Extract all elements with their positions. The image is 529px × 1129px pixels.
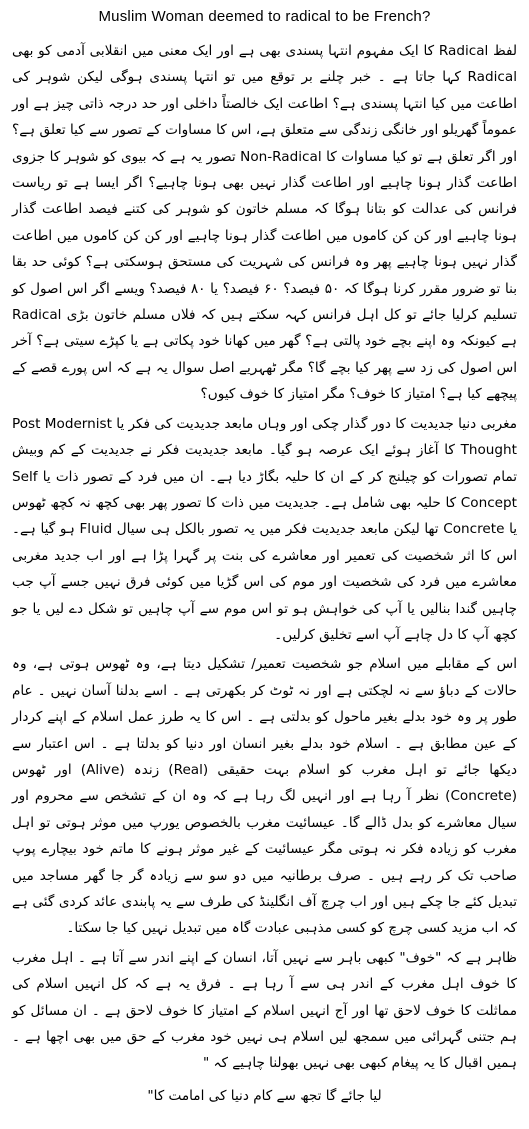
paragraph-fear-of-west: ظاہر ہے کہ "خوف" کبھی باہر سے نہیں آتا، انسان کے اپنے اندر سے آتا ہے ۔ اہل مغرب کا خوف اہل مغرب کے اندر ہی سے آ رہا ہے ۔ فرق یہ ہے کہ کل انہیں اسلام کی مماثلت کا خوف لاحق تھا اور آج انہیں اسلام کے امتیاز کا خوف لاحق ہے ۔ ان مسائل کو ہم جتنی گہرائی میں سمجھ لیں اسلام ہی نہیں خود مغرب کے حق میں بھی اچھا ہے ۔ ہمیں اقبال کا یہ پیغام کبھی بھی نہیں بھولنا چاہیے کہ " bbox=[12, 949, 517, 1072]
article-body bbox=[12, 38, 517, 1109]
article-title: Muslim Woman deemed to radical to be French? bbox=[98, 8, 431, 25]
paragraph-postmodern-thought: مغربی دنیا جدیدیت کا دور گذار چکی اور وہاں مابعد جدیدیت کی فکر یا Post Modernist Thought کا آغاز ہوئے ایک عرصہ ہو گیا۔ مابعد جدیدیت فکر نے جدیدیت کے کم وبیش تمام تصورات کو چیلنج کر کے ان کا حلیہ بگاڑ دیا ہے۔ ان میں فرد کے تصور ذات یا Self Concept کا حلیہ بھی شامل ہے۔ جدیدیت میں ذات کا تصور پھر بھی کچھ نہ کچھ ٹھوس یا Concrete تھا لیکن مابعد جدیدیت فکر میں یہ تصور بالکل ہی سیال Fluid ہو گیا ہے۔ اس کا اثر شخصیت کی تعمیر اور معاشرے کی بنت پر گہرا پڑا ہے اور اب جدید مغربی معاشرے میں فرد کی شخصیت اور موم کی اس گڑیا میں کوئی فرق نہیں جسے آپ جب چاہیں گندا بنالیں یا آپ کی خواہش ہو تو اس موم سے آپ چاہیں تو شکل دے لیں یا جو کچھ آپ کا دل چاہے آپ اسے تخلیق کرلیں۔ bbox=[12, 415, 518, 643]
closing-verse: لیا جائے گا تجھ سے کام دنیا کی امامت کا" bbox=[147, 1087, 382, 1104]
paragraph-islam-concrete-personality: اس کے مقابلے میں اسلام جو شخصیت تعمیر/ تشکیل دیتا ہے، وہ ٹھوس ہوتی ہے، وہ حالات کے دباؤ سے نہ لچکتی ہے اور نہ ٹوٹ کر بکھرتی ہے ۔ اسے بدلنا آسان نہیں ۔ عام طور پر وہ خود بدلے بغیر ماحول کو بدلتی ہے ۔ اس کا یہ طرز عمل اسلام کے اپنے کردار کے عین مطابق ہے ۔ اسلام خود بدلے بغیر انسان اور دنیا کو بدلتا ہے ۔ اس اعتبار سے دیکھا جائے تو اہل مغرب کو اسلام بہت حقیقی (Real) زندہ (Alive) اور ٹھوس (Concrete) نظر آ رہا ہے اور انہیں لگ رہا ہے کہ وہ ان کے تشخص سے محروم اور سیال معاشرے کو بدل ڈالے گا۔ عیسائیت مغرب بالخصوص یورپ میں موثر ہوتی تو اہل مغرب کو زیادہ فکر نہ ہوتی مگر عیسائیت کے غیر موثر ہونے کا ماتم خود بیچارے پوپ صاحب تک کر رہے ہیں ۔ صرف برطانیہ میں دو سو سے زیادہ گر جا گھر مساجد میں تبدیل کئے جا چکے ہیں اور اب چرچ آف انگلینڈ کی طرف سے یہ پابندی عائد کردی گئی ہے کہ اب مزید کسی چرچ کو کسی مذہبی عبادت گاہ میں تبدیل نہیں کیا جا سکتا۔ bbox=[12, 656, 518, 937]
paragraph-radical-meaning: لفظ Radical کا ایک مفہوم انتہا پسندی بھی ہے اور ایک معنی میں انقلابی آدمی کو بھی Radical کہا جاتا ہے ۔ خبر چلنے بر توقع میں تو انتہا پسندی ہوگی لیکن شوہر کی اطاعت میں کیا انتہا پسندی ہے؟ اطاعت ایک خالصتاً داخلی اور حد درجہ ذاتی چیز ہے اور عموماً گھریلو اور خانگی زندگی سے متعلق ہے، اس کا مساوات کے تصور سے کیا تعلق ہے؟ اور اگر تعلق ہے تو کیا مساوات کا Non-Radical تصور یہ ہے کہ بیوی کو شوہر کا جزوی اطاعت گذار ہونا چاہیے اور اطاعت گذار نہیں بھی ہونا چاہیے؟ اگر ایسا ہے تو ریاست فرانس کی عدالت کو بتانا ہوگا کہ مسلم خاتون کو شوہر کی کتنے فیصد اطاعت گذار ہونا چاہیے اور کن کن کاموں میں اطاعت گذار ہونا چاہیے اور کن کن کاموں میں اطاعت گذار نہیں ہونا چاہیے پھر وہ فرانس کی شہریت کی مستحق ہوسکتی ہے؟ کوئی حد بقا بنا تو ضرور مقرر کرنا ہوگا کہ ۵۰ فیصد؟ ۶۰ فیصد؟ یا ۸۰ فیصد؟ ویسے اگر اس اصول کو تسلیم کرلیا جائے تو کل اہل فرانس کہہ سکتے ہیں کہ فلاں مسلم خاتون بڑی Radical ہے کیونکہ وہ اپنے بچے خود پالتی ہے؟ گھر میں کھانا خود پکاتی ہے یا کپڑے سیتی ہے؟ آخر اس اصول کی زد سے پھر کیا بچے گا؟ مگر ٹھہریے اصل سوال یہ ہے کہ اس پورے قصے کے پیچھے کیا ہے؟ امتیاز کا خوف؟ مگر امتیاز کا خوف کیوں؟ bbox=[12, 43, 517, 403]
